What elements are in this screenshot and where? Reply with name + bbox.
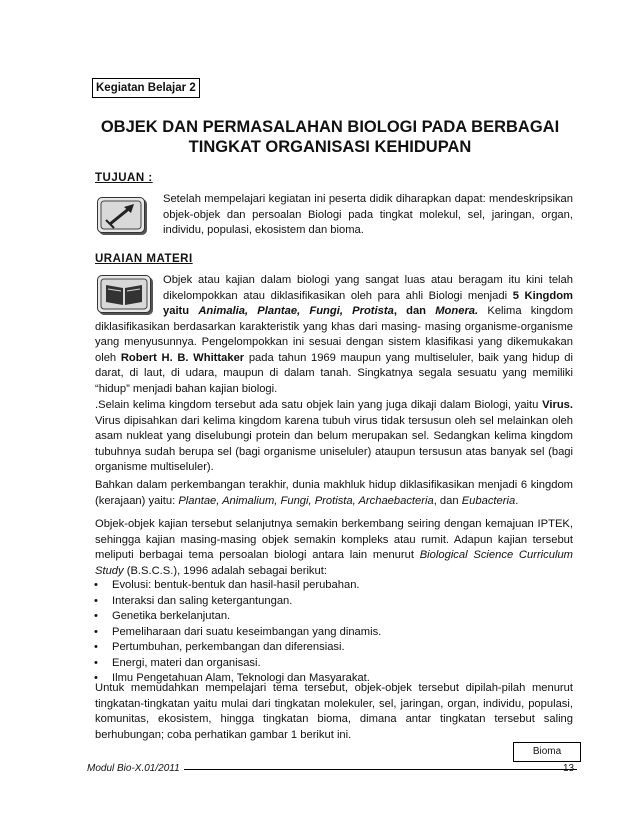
tujuan-heading: TUJUAN : (95, 172, 153, 184)
list-item: • Genetika berkelanjutan. (93, 609, 571, 625)
uraian-paragraph-5: Untuk memudahkan mempelajari tema tersebut, objek-objek tersebut dipilah-pilah menurut tingkatan-tingkatan yaitu mulai dari tingkatan molekuler, sel, jaringan, organ, individu, populasi, komunitas, ekosistem, hingga tingkatan bioma, dimana antar tingkatan tersebut saling berhubungan; coba perhatikan gambar 1 berikut ini. (95, 682, 573, 741)
page-title-line1: OBJEK DAN PERMASALAHAN BIOLOGI PADA BERBAGAI (100, 118, 560, 136)
page-number: 13 (563, 763, 575, 774)
tujuan-text: Setelah mempelajari kegiatan ini peserta didik diharapkan dapat: mendeskripsikan objek-objek dan persoalan Biologi pada tingkat molekul, sel, jaringan, organ, individu, populasi, ekosistem dan bioma. (163, 193, 573, 236)
page-title-line2: TINGKAT ORGANISASI KEHIDUPAN (188, 138, 472, 156)
bscs-theme-list (93, 578, 571, 687)
uraian-paragraph-4: Objek-objek kajian tersebut selanjutnya semakin berkembang seiring dengan kemajuan IPTEK, sehingga kajian masing-masing objek semakin kompleks atau rumit. Adapun kajian tersebut meliputi berbagai tema persoalan biologi antara lain menurut Biological Science Curriculum Study (B.S.C.S.), 1996 adalah sebagai berikut: (95, 518, 574, 577)
lesson-tag: Kegiatan Belajar 2 (92, 78, 200, 98)
list-item: • Pemeliharaan dari suatu keseimbangan yang dinamis. (93, 625, 571, 641)
list-item: • Ilmu Pengetahuan Alam, Teknologi dan Masyarakat. (93, 671, 571, 687)
uraian-heading: URAIAN MATERI (95, 253, 193, 265)
uraian-paragraph-1: Objek atau kajian dalam biologi yang sangat luas atau beragam itu kini telah dikelompokkan atau diklasifikasikan oleh para ahli Biologi menjadi 5 Kingdom yaitu Animalia, Plantae, Fungi, Protista, dan Monera. Kelima kingdom diklasifikasikan berdasarkan karakteristik yang khas dari masing- masing organisme-organisme yang menyusunnya. Pengelompokkan ini sesuai dengan sistem klasifikasi yang dikemukakan oleh Robert H. B. Whittaker pada tahun 1969 maupun yang multiseluler, baik yang hidup di darat, di laut, di udara, maupun di dalam tanah. Singkatnya segala sesuatu yang memiliki “hidup” menjadi bahan kajian biologi. (95, 274, 574, 395)
uraian-paragraph-2: .Selain kelima kingdom tersebut ada satu objek lain yang juga dikaji dalam Biologi, yaitu Virus. Virus dipisahkan dari kelima kingdom karena tubuh virus tidak tersusun oleh sel melainkan oleh asam nukleat yang diselubungi protein dan belum merupakan sel. Sedangkan kelima kingdom tubuhnya sudah berupa sel (bagi organisme uniseluler) ataupun tersusun atas banyak sel (bagi organisme multiseluler). (95, 399, 574, 473)
list-item: • Pertumbuhan, perkembangan dan diferensiasi. (93, 640, 571, 656)
bioma-label-box: Bioma (513, 742, 581, 762)
footer-module-code: Modul Bio-X.01/2011 (87, 763, 184, 774)
list-item: • Energi, materi dan organisasi. (93, 656, 571, 672)
arrow-target-icon (97, 197, 145, 233)
uraian-paragraph-3: Bahkan dalam perkembangan terakhir, dunia makhluk hidup diklasifikasikan menjadi 6 kingdom (kerajaan) yaitu: Plantae, Animalium, Fungi, Protista, Archaebacteria, dan Eubacteria. (95, 479, 573, 507)
list-item: • Interaksi dan saling ketergantungan. (93, 594, 571, 610)
list-item: • Evolusi: bentuk-bentuk dan hasil-hasil perubahan. (93, 578, 571, 594)
